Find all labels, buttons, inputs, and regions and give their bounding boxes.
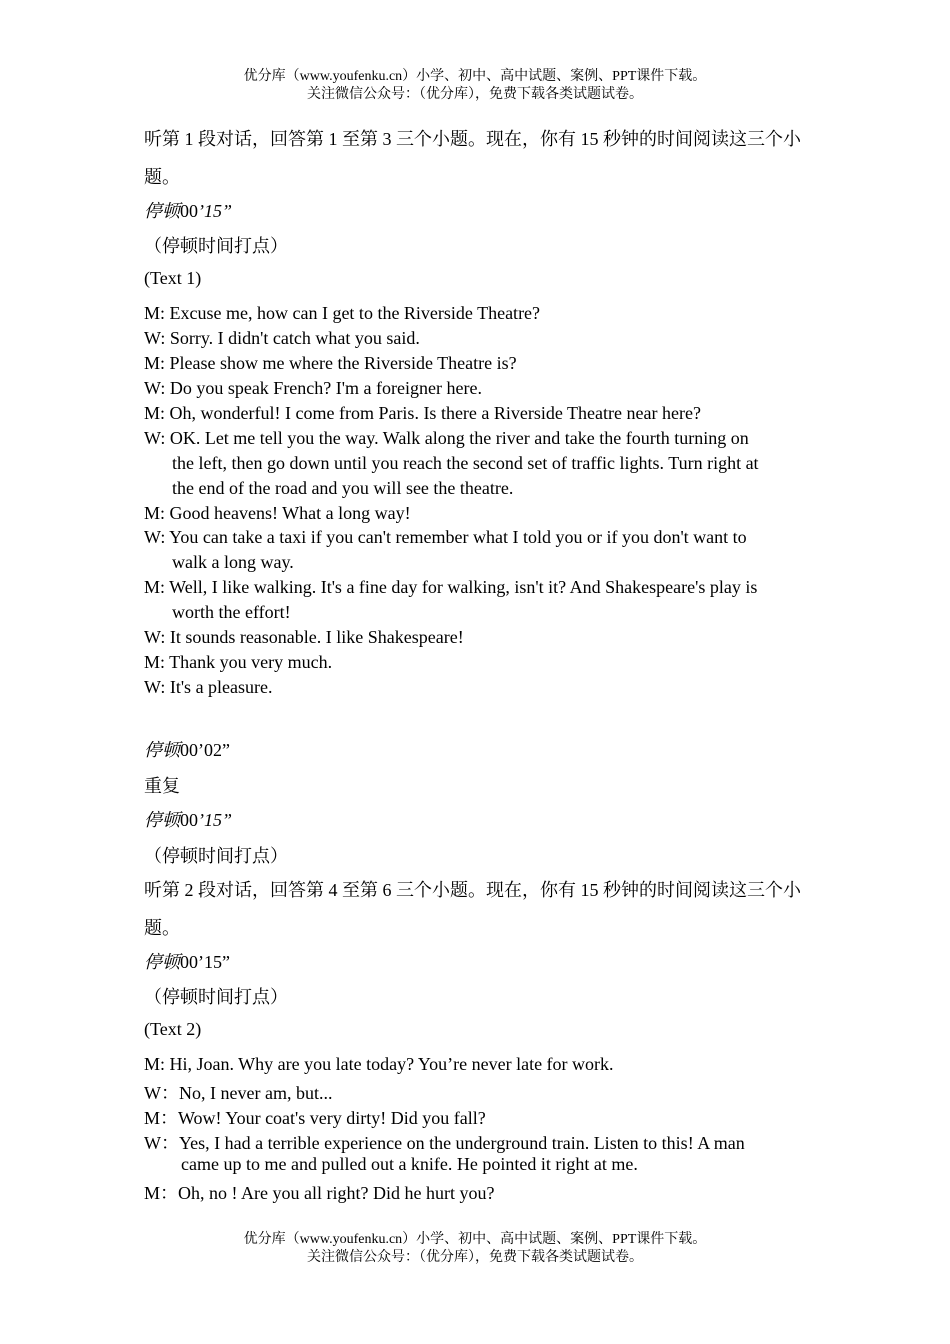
dialogue-line: M: Well, I like walking. It's a fine day for walking, isn't it? And Shakespeare's play is — [144, 577, 758, 597]
section1-instruction: 听第 1 段对话，回答第 1 至第 3 三个小题。现在，你有 15 秒钟的时间阅读这三个小 — [144, 129, 801, 149]
pause3-note: （停顿时间打点） — [144, 846, 288, 866]
pause-time-b: ’15” — [198, 201, 233, 221]
pause3-time-a: 00 — [180, 810, 198, 830]
pause3-label: 停顿 — [144, 810, 180, 830]
section2-pause-time: 00’15” — [180, 952, 230, 972]
pause2-label: 停顿 — [144, 740, 180, 760]
dialogue-line: W: Do you speak French? I'm a foreigner here. — [144, 378, 482, 398]
dialogue-line: W: You can take a taxi if you can't remember what I told you or if you don't want to — [144, 527, 747, 547]
section2-instruction-cont: 题。 — [144, 918, 180, 938]
header-line-2: 关注微信公众号：（优分库），免费下载各类试题试卷。 — [307, 87, 643, 102]
section2-pause-line — [144, 948, 230, 974]
dialogue-line-cont: the left, then go down until you reach the second set of traffic lights. Turn right at — [172, 453, 759, 473]
dialogue-line-cont: walk a long way. — [172, 552, 294, 572]
dialogue-line: M: Oh, wonderful! I come from Paris. Is there a Riverside Theatre near here? — [144, 403, 701, 423]
section2-pause-label: 停顿 — [144, 952, 180, 972]
pause-note: （停顿时间打点） — [144, 236, 288, 256]
pause2-time: 00’02” — [180, 740, 230, 760]
dialogue-line: M: Excuse me, how can I get to the Riverside Theatre? — [144, 303, 541, 323]
pause-label: 停顿 — [144, 201, 180, 221]
dialogue-line: W：No, I never am, but... — [144, 1083, 333, 1103]
footer-line-2: 关注微信公众号：（优分库），免费下载各类试题试卷。 — [307, 1250, 643, 1265]
text1-label: (Text 1) — [144, 268, 202, 288]
footer-line-1: 优分库（www.youfenku.cn）小学、初中、高中试题、案例、PPT课件下载。 — [243, 1232, 707, 1247]
page-header — [0, 68, 950, 104]
section2-instruction: 听第 2 段对话，回答第 4 至第 6 三个小题。现在，你有 15 秒钟的时间阅读这三个小 — [144, 880, 801, 900]
dialogue-line: M: Thank you very much. — [144, 652, 333, 672]
page-footer — [0, 1231, 950, 1267]
dialogue-line-cont: worth the effort! — [172, 602, 291, 622]
pause-line — [144, 197, 232, 223]
pause3-line — [144, 806, 232, 832]
dialogue-line: M: Hi, Joan. Why are you late today? You’re never late for work. — [144, 1054, 614, 1074]
dialogue-line: W：Yes, I had a terrible experience on the underground train. Listen to this! A man — [144, 1133, 745, 1153]
dialogue-line: W: It sounds reasonable. I like Shakespeare! — [144, 627, 464, 647]
dialogue-line: W: Sorry. I didn't catch what you said. — [144, 328, 420, 348]
section1-instruction-cont: 题。 — [144, 167, 180, 187]
pause2-line — [144, 736, 230, 762]
text2-label: (Text 2) — [144, 1019, 202, 1039]
dialogue-line: M：Wow! Your coat's very dirty! Did you fall? — [144, 1108, 486, 1128]
dialogue-line: M: Good heavens! What a long way! — [144, 503, 411, 523]
section2-pause-note: （停顿时间打点） — [144, 987, 288, 1007]
dialogue-line: M: Please show me where the Riverside Theatre is? — [144, 353, 517, 373]
repeat-label: 重复 — [144, 776, 180, 796]
dialogue-line: W: OK. Let me tell you the way. Walk along the river and take the fourth turning on — [144, 428, 749, 448]
dialogue-line-cont: the end of the road and you will see the theatre. — [172, 478, 514, 498]
dialogue-line-cont: came up to me and pulled out a knife. He pointed it right at me. — [181, 1154, 638, 1174]
header-line-1: 优分库（www.youfenku.cn）小学、初中、高中试题、案例、PPT课件下载。 — [243, 69, 707, 84]
pause3-time-b: ’15” — [198, 810, 233, 830]
pause-time-a: 00 — [180, 201, 198, 221]
dialogue-line: W: It's a pleasure. — [144, 677, 273, 697]
dialogue-line: M：Oh, no ! Are you all right? Did he hurt you? — [144, 1183, 495, 1203]
